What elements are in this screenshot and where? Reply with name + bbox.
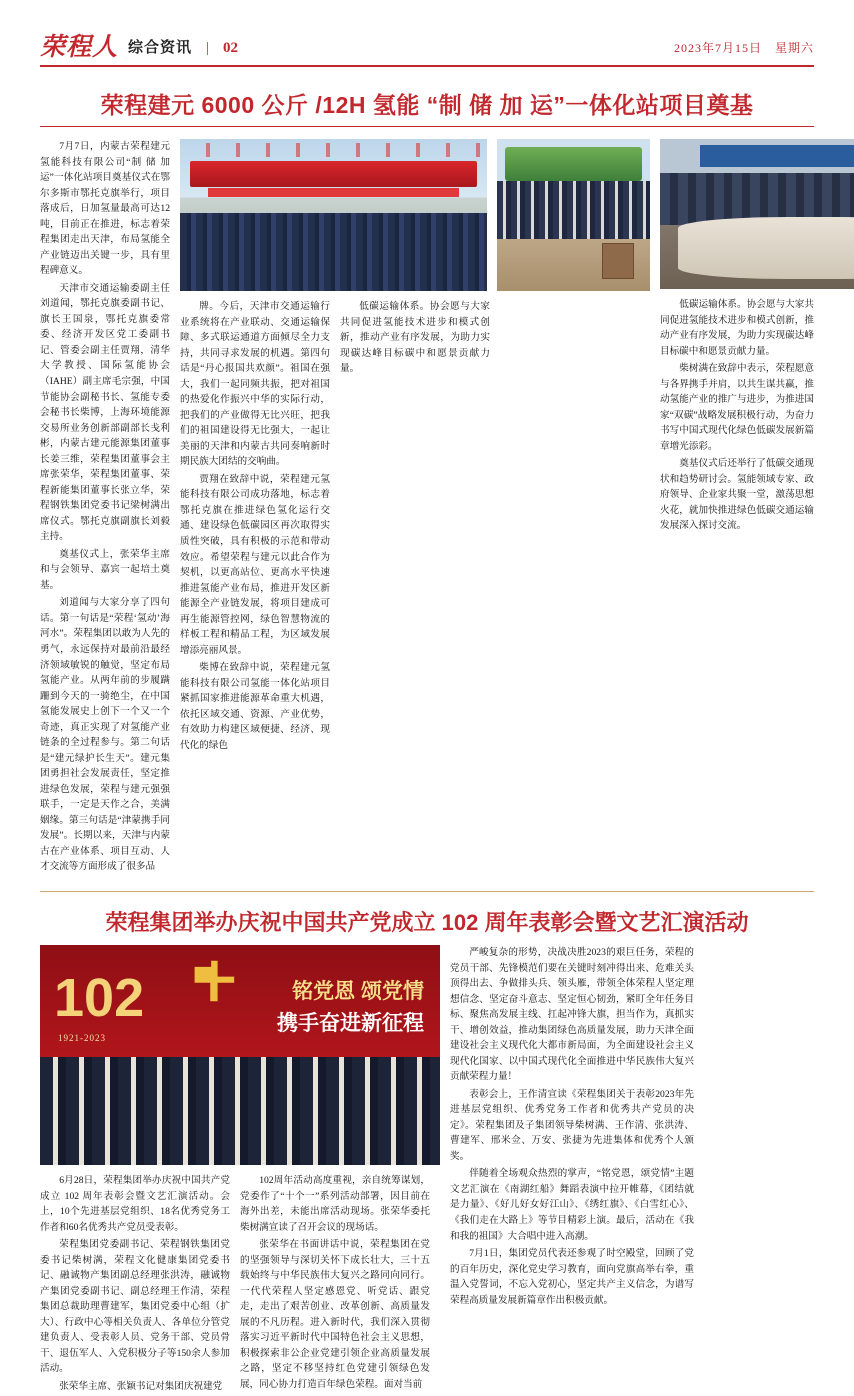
article1-column-3: [340, 299, 490, 379]
paragraph: 牌。今后，天津市交通运输行业系统将在产业联动、交通运输保障、多式联运通道方面倾尽全力支持，共同寻求发展的机遇。第四句话是“丹心报国共欢颜”。祖国在强大，我们一起同频共振，把对祖国的热爱化作振兴中华的实际行动，把我们的产业做得无比兴旺，把我们的祖国建设得无比强大，一起让美丽的天津和内蒙古共同奏响新时期民族大团结的交响曲。: [180, 301, 330, 468]
article2-body: [40, 945, 814, 1396]
section-title: 综合资讯: [128, 40, 193, 56]
section-divider: |: [206, 40, 210, 56]
article2-column-1: [40, 1173, 230, 1396]
masthead-left: [40, 34, 238, 59]
paragraph: 6月28日，荣程集团举办庆祝中国共产党成立 102 周年表彰会暨文艺汇演活动。会上，10个先进基层党组织、18名优秀党务工作者和60名优秀共产党员受表彰。: [40, 1174, 230, 1233]
poster-slogan-line2: 携手奋进新征程: [277, 1011, 424, 1035]
headline-rule: [40, 126, 814, 127]
paragraph: 7月7日，内蒙古荣程建元氢能科技有限公司“制 储 加 运”一体化站项目奠基仪式在鄂尔多斯市鄂托克旗举行，项目落成后，日加氢量最高可达12吨，目前正在推进，标志着荣程集团走出天津，布局氢能全产业链迈出关键一步，具有里程碑意义。: [40, 141, 170, 277]
paragraph: 严峻复杂的形势，决战决胜2023的艰巨任务，荣程的党员干部、先锋模范们要在关键时刻冲得出来、危难关头顶得出去、争做排头兵、领头雁，带领全体荣程人坚定理想信念、坚定奋斗意志、坚定恒心韧劲，紧盯全年任务目标、聚焦高发展主线、扛起冲锋大旗，担当作为，真抓实干、增创效益，推动集团绿色高质量发展，助力天津全面建设社会主义现代化大都市新局面，为全面建设社会主义现代化国家、以中国式现代化全面推进中华民族伟大复兴贡献荣程力量！: [450, 946, 694, 1083]
paragraph: 低碳运输体系。协会愿与大家共同促进氢能技术进步和模式创新，推动产业有序发展，为助力实现碳达峰目标碳中和愿景贡献力量。: [660, 299, 814, 357]
article2-column-2: [240, 1173, 430, 1396]
paragraph: 奠基仪式后还举行了低碳交通现状和趋势研讨会。氢能领域专家、政府领导、企业家共聚一堂，激荡思想火花，就加快推进绿色低碳交通运输发展深入探讨交流。: [660, 458, 814, 532]
paragraph: 奠基仪式上，张荣华主席和与会领导、嘉宾一起培土奠基。: [40, 548, 170, 591]
paragraph: 低碳运输体系。协会愿与大家共同促进氢能技术进步和模式创新，推动产业有序发展，为助力实现碳达峰目标碳中和愿景贡献力量。: [340, 301, 490, 375]
paragraph: 天津市交通运输委副主任刘道闻，鄂托克旗委副书记、旗长王国泉，鄂托克旗委常委、经济开发区党工委副书记、管委会副主任贾翔，清华大学教授、国际氢能协会（IAHE）副主席毛宗强，中国节能协会副秘书长、氢能专委会秘书长柴博，上海环境能源交易所业务创新部副部长戋利彬，内蒙古建元能源集团董事长姜三维，荣程集团董事会主席张荣华，荣程集团董事、荣程新能集团董事长张立华，荣程钢铁集团党委书记梁树满出席仪式。鄂托克旗副旗长刘毅主持。: [40, 282, 170, 543]
paragraph: 刘道闻与大家分享了四句话。第一句话是“荣程‘氢动’海河水”。荣程集团以敢为人先的勇气，永远保持对最前沿最经济领域敏锐的触觉，坚定布局氢能产业。从两年前的步履蹒跚到今天的一骑绝尘，在中国氢能发展史上创下一个又一个奇迹，真正实现了对氢能产业链条的全过程参与。第二句话是“建元绿护长生天”。建元集团勇担社会发展责任，坚定推进绿色发展，荣程与建元强强联手，一定是天作之合，美满姻缘。第三句话是“津蒙携手同发展”。长期以来，天津与内蒙古在产业体系、项目互动、人才交流等方面形成了很多品: [40, 597, 170, 873]
paragraph: 102周年活动高度重视，亲自统筹谋划，党委作了“十个一”系列活动部署，因目前在海外出差，未能出席活动现场。张荣华委托柴树满宣读了召开会议的现场话。: [240, 1174, 430, 1233]
paragraph: 伴随着全场观众热烈的掌声，“铭党恩，颂党情”主题文艺汇演在《南湖红船》舞蹈表演中拉开帷幕，《团结就是力量》、《好儿好女好江山》、《绣红旗》、《白雪红心》、《我们走在大路上》等节目精彩上演。最后，活动在《我和我的祖国》大合唱中进入高潮。: [450, 1168, 694, 1242]
poster-year-range: 1921-2023: [58, 1032, 106, 1043]
issue-date: 2023年7月15日 星期六: [673, 41, 814, 55]
article1-column-4: [660, 297, 814, 534]
paragraph: 柴博在致辞中说，荣程建元氢能科技有限公司氢能一体化站项目紧抓国家推进能源革命重大机遇，依托区域交通、资源、产业优势，有效助力构建区域便捷、经济、现代化的绿色: [180, 662, 330, 751]
article1-column-1: [40, 139, 170, 877]
party-anniversary-poster-photo: [40, 945, 440, 1165]
poster-slogan-line1: 铭党恩 颂党情: [292, 979, 424, 1003]
article2-left-block: [40, 945, 440, 1396]
paragraph: 表彰会上，王作清宣读《荣程集团关于表彰2023年先进基层党组织、优秀党务工作者和优秀共产党员的决定》。荣程集团及子集团领导柴树满、王作清、张洪涛、曹建军、邢米佥、万安、张捷为先进集体和优秀个人颁奖。: [450, 1088, 694, 1162]
paragraph: 7月1日，集团党员代表还参观了时空殿堂，回顾了党的百年历史，深化党史学习教育，面向党旗高举右拳，重温入党誓词，不忘入党初心，坚定共产主义信念，为谱写荣程高质量发展新篇章作出积极贡献。: [450, 1248, 694, 1306]
seminar-meeting-photo: [660, 139, 854, 289]
article1-body: [40, 139, 814, 877]
paragraph: 张荣华主席、张颖书记对集团庆祝建党: [59, 1380, 223, 1392]
article1-media-and-text: [180, 139, 650, 877]
article2-column-3: [450, 945, 694, 1396]
groundbreaking-ceremony-photo: [180, 139, 487, 291]
party-emblem-icon: [190, 959, 236, 1003]
article1-headline: 荣程建元 6000 公斤 /12H 氢能 “制 储 加 运”一体化站项目奠基: [100, 92, 754, 118]
publication-logo: 荣程人: [40, 32, 119, 61]
poster-year-big: 102: [54, 967, 145, 1028]
shovel-ceremony-photo: [497, 139, 650, 291]
paragraph: 荣程集团党委副书记、荣程钢铁集团党委书记柴树满，荣程文化健康集团党委书记、融诚物产集团副总经理张洪涛，融诚物产集团党委副书记、副总经理王作清，荣程集团总裁助理曹建军，集团党委中心组（扩大）、行政中心等相关负责人、各单位分管党建负责人、受表彰人员、党务干部、党员骨干、退伍军人、入党积极分子等150余人参加活动。: [40, 1239, 230, 1375]
article2-headline: 荣程集团举办庆祝中国共产党成立 102 周年表彰会暨文艺汇演活动: [105, 909, 749, 935]
article-separator: [40, 891, 814, 892]
article1-column-2: [180, 299, 330, 755]
masthead: [40, 34, 814, 67]
paragraph: 柴树满在致辞中表示，荣程愿意与各界携手并肩，以共生谋共赢，推动氢能产业的推广与进步，为推进国家“双碳”战略发展积极行动，为奋力书写中国式现代化绿色低碳发展新篇章增光添彩。: [660, 363, 814, 452]
page-number: 02: [223, 40, 239, 56]
paragraph: 张荣华在书面讲话中说，荣程集团在党的坚强领导与深切关怀下成长壮大，三十五载始终与中华民族伟大复兴之路同向同行。一代代荣程人坚定感恩党、听党话、跟党走，走出了艰苦创业、改革创新、高质量发展的不凡历程。进入新时代，我们深入贯彻落实习近平新时代中国特色社会主义思想，积极探索非公企业党建引领企业高质量发展之路，坚定不移坚持红色党建引领绿色发展，同心协力打造百年绿色荣程。面对当前: [240, 1239, 430, 1390]
article1-right-column: [660, 139, 814, 877]
paragraph: 贾翔在致辞中说，荣程建元氢能科技有限公司成功落地，标志着鄂托克旗在推进绿色氢化运行交通、建设绿色低碳园区再次取得实质性突破，具有积极的示范和带动效应。希望荣程与建元以此合作为契机，以更高站位、更高水平快速推进氢能产业布局，推进开发区新能源全产业链发展，将项目建成可再生能源管控网，绿色智慧物流的样板工程和精品工程，为区域发展增添亮丽风景。: [180, 473, 330, 656]
